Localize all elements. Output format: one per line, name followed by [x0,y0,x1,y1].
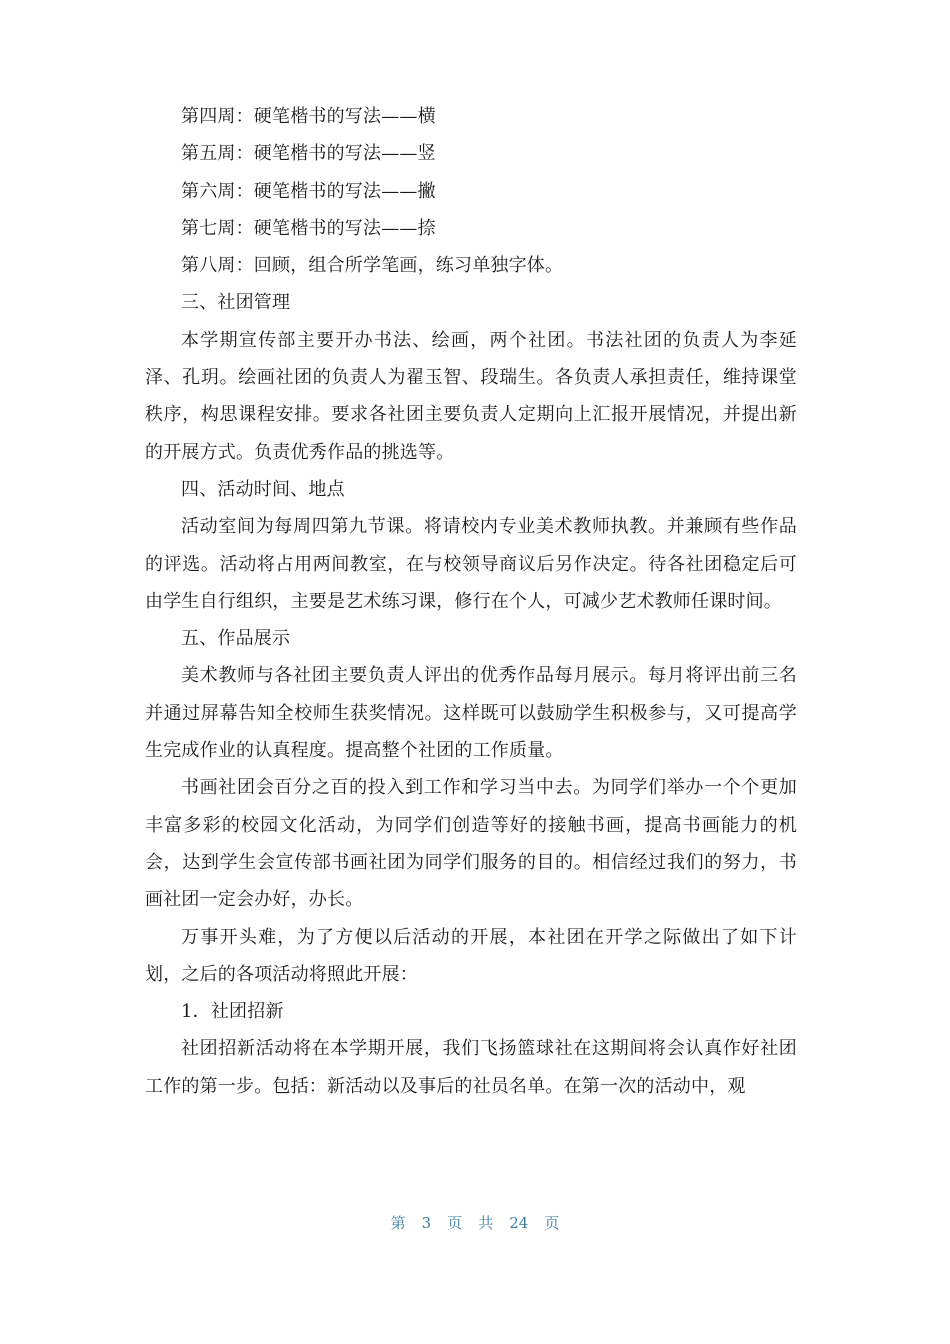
heading-time-place: 四、活动时间、地点 [181,478,345,500]
paragraph-club-management: 本学期宣传部主要开办书法、绘画，两个社团。书法社团的负责人为李延泽、孔玥。绘画社团的负责人为翟玉智、段瑞生。各负责人承担责任，维持课堂秩序，构思课程安排。要求各社团主要负责人定期向上汇报开展情况，并提出新的开展方式。负责优秀作品的挑选等。 [145,329,797,463]
footer-word: 页 [447,1214,463,1232]
paragraph-commitment: 书画社团会百分之百的投入到工作和学习当中去。为同学们举办一个个更加丰富多彩的校园文化活动，为同学们创造等好的接触书画，提高书画能力的机会，达到学生会宣传部书画社团为同学们服务的目的。相信经过我们的努力，书画社团一定会办好，办长。 [145,777,797,911]
paragraph-week6: 第六周：硬笔楷书的写法——撇 [181,180,436,202]
total-page-count: 24 [509,1214,529,1232]
footer-word: 共 [478,1214,494,1232]
heading-works-display: 五、作品展示 [181,628,291,650]
footer-word: 第 [390,1214,406,1232]
page-footer [0,1212,950,1233]
document-body [145,98,797,1105]
paragraph-week4: 第四周：硬笔楷书的写法——横 [181,106,436,127]
current-page-number: 3 [421,1214,432,1232]
paragraph-week8: 第八周：回顾，组合所学笔画，练习单独字体。 [181,255,564,277]
paragraph-time-place: 活动室间为每周四第九节课。将请校内专业美术教师执教。并兼顾有些作品的评选。活动将占用两间教室，在与校领导商议后另作决定。待各社团稳定后可由学生自行组织，主要是艺术练习课，修行在个人，可减少艺术教师任课时间。 [145,516,797,612]
paragraph-week7: 第七周：硬笔楷书的写法——捺 [181,217,436,239]
paragraph-plan-intro: 万事开头难，为了方便以后活动的开展，本社团在开学之际做出了如下计划，之后的各项活动将照此开展： [145,926,797,985]
paragraph-recruitment: 社团招新活动将在本学期开展，我们飞扬篮球社在这期间将会认真作好社团工作的第一步。包括：新活动以及事后的社员名单。在第一次的活动中，观 [145,1038,797,1097]
heading-recruitment: 1．社团招新 [181,1001,284,1023]
paragraph-works-display: 美术教师与各社团主要负责人评出的优秀作品每月展示。每月将评出前三名并通过屏幕告知全校师生获奖情况。这样既可以鼓励学生积极参与，又可提高学生完成作业的认真程度。提高整个社团的工作质量。 [145,665,797,762]
paragraph-week5: 第五周：硬笔楷书的写法——竖 [181,143,436,165]
footer-word: 页 [544,1214,560,1232]
heading-club-management: 三、社团管理 [181,292,291,314]
